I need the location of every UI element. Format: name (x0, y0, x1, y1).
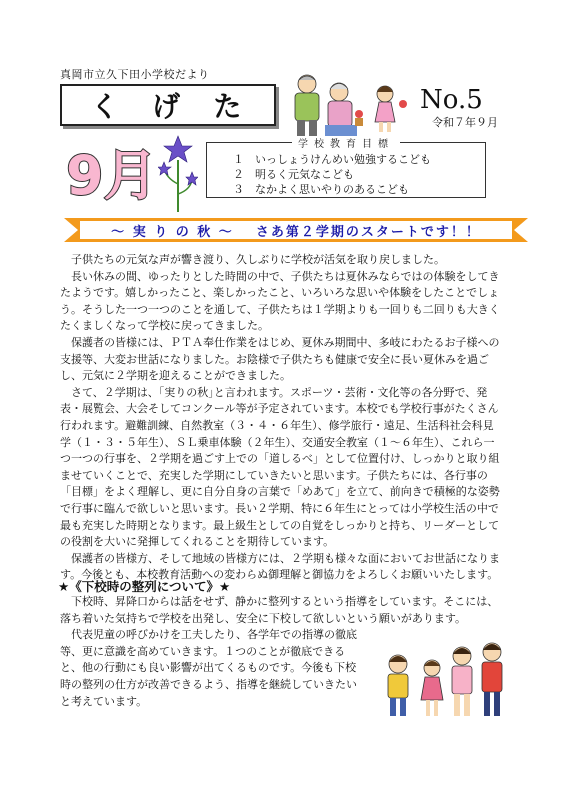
article-paragraph: 長い休みの間、ゆったりとした時間の中で、子供たちは夏休みならではの体験をしてきたようです。嬉しかったこと、楽しかったこと、いろいろな思いや体験をしたことでしょう。そうした一つ一つのことを通して、子供たちは１学期よりも一回りも二回りも大きくたくましくなって学校に戻ってきました。 (60, 269, 500, 333)
goal-number: １ (233, 153, 244, 166)
newsletter-title-box (60, 84, 276, 126)
article-body (60, 252, 500, 584)
section-banner (64, 218, 528, 242)
article-paragraph: 下校時、昇降口からは話をせず、静かに整列するという指導をしています。そこには、落ち着いた気持ちで学校を出発し、安全に下校して欲しいという願いがあります。 (60, 595, 499, 625)
goal-text: なかよく思いやりのあるこども (255, 183, 409, 196)
article-paragraph: さて、２学期は、｢実りの秋｣と言われます。スポーツ・芸術・文化等の各分野で、発表・展覧会、大会そしてコンクール等が予定されています。本校でも学校行事がたくさん行われます。避難訓練、自然教室（３・４・６年生）、修学旅行・遠足、生活科社会科見学（１・３・５年生）、ＳＬ乗車体験（２年生）、交通安全教室（１～６年生）、これら一つ一つの行事を、２学期を過ごす上での「道しるべ」として位置付け、しっかりと取り組ませていくことで、充実した学期にしていきたいと思います。子供たちには、各行事の「目標」をよく理解し、更に自分自身の言葉で「めあて」を立て、前向きで積極的な姿勢で行事に臨んで欲しいと思います。長い２学期、特に６年生にとっては小学校生活の中で最も充実した時期となります。最上級生としての自覚をしっかりと持ち、リーダーとしての役割を大いに発揮してくれることを期待しています。 (60, 385, 500, 549)
goal-text: 明るく元気なこども (255, 168, 354, 181)
title-char: く (90, 90, 123, 123)
banner-left: ～ 実 り の 秋 ～ (111, 224, 234, 240)
article-paragraph: 保護者の皆様方、そして地域の皆様方には、２学期も様々な面においてお世話になります。今後とも、本校教育活動への変わらぬ御理解と御協力をよろしくお願いいたします。 (60, 551, 500, 582)
family-illustration-icon (285, 70, 415, 140)
goal-text: いっしょうけんめい勉強するこども (255, 153, 431, 166)
issue-number: No.5 (420, 85, 483, 115)
banner-text (64, 218, 528, 242)
school-name: 真岡市立久下田小学校だより (60, 68, 210, 81)
goal-item (233, 151, 431, 167)
goal-item (233, 181, 409, 197)
goal-number: ２ (233, 168, 244, 181)
title-char: げ (151, 90, 184, 123)
newsletter-title (62, 86, 274, 124)
dismissal-section-heading: ★《下校時の整列について》★ (58, 579, 231, 594)
article-paragraph: 子供たちの元気な声が響き渡り、久しぶりに学校が活気を取り戻しました。 (71, 253, 445, 266)
issue-date: 令和７年９月 (432, 116, 498, 129)
banner-right: さあ第２学期のスタートです！！ (255, 224, 481, 240)
article-paragraph: 保護者の皆様には、ＰＴＡ奉仕作業をはじめ、夏休み期間中、多岐にわたるお子様への支援等、大変お世話になりました。お陰様で子供たちも健康で安全に長い夏休みを過ごし、元気に２学期を迎えることができました。 (60, 335, 500, 383)
school-goals-title: 学校教育目標 (207, 135, 485, 150)
goal-number: ３ (233, 183, 244, 196)
bellflower-icon (158, 134, 198, 214)
children-walking-icon (380, 632, 510, 722)
school-goals-box (206, 139, 486, 198)
month-label: 9月 (66, 144, 158, 204)
article-paragraph: 代表児童の呼びかけを工夫したり、各学年での指導の徹底等、更に意識を高めていきます。１つのことが徹底できると、他の行動にも良い影響が出てくるものです。今後も下校時の整列の仕方が改善できるよう、指導を継続していきたいと考えています。 (60, 628, 357, 708)
goal-item (233, 166, 354, 182)
title-char: た (213, 90, 246, 123)
